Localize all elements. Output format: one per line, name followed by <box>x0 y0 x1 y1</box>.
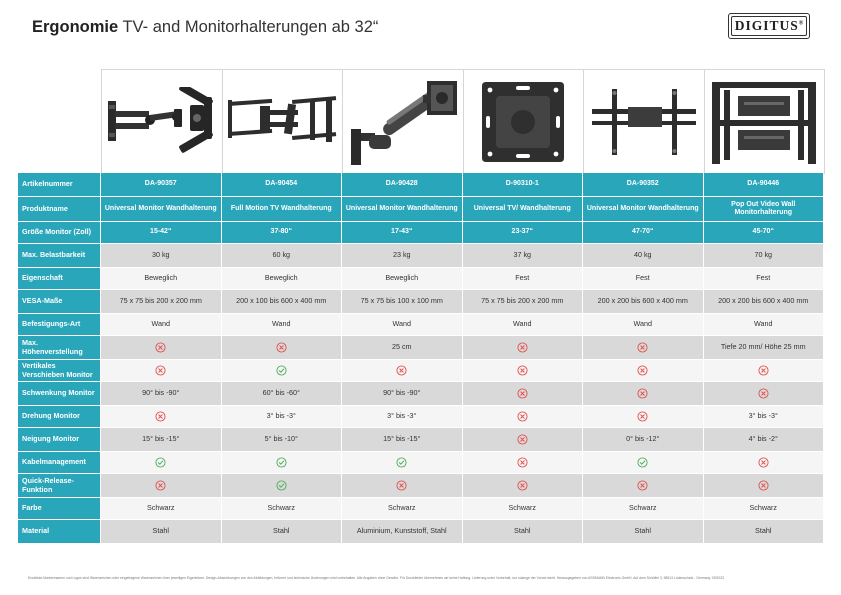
table-cell: Fest <box>463 268 584 290</box>
table-cell: Tiefe 20 mm/ Höhe 25 mm <box>704 336 825 360</box>
feature-no-cell <box>101 474 222 498</box>
feature-no-cell <box>463 336 584 360</box>
table-cell: 0° bis -12° <box>583 428 704 452</box>
table-cell: DA-90454 <box>222 173 343 197</box>
feature-yes-cell <box>222 360 343 382</box>
table-cell: 3° bis -3° <box>222 406 343 428</box>
table-cell: Wand <box>342 314 463 336</box>
row-label: Max. Belastbarkeit <box>18 244 101 268</box>
product-image-cell <box>342 70 463 174</box>
table-cell: Stahl <box>463 520 584 544</box>
cross-circle-icon <box>155 342 166 353</box>
table-cell: 37 kg <box>463 244 584 268</box>
feature-no-cell <box>463 382 584 406</box>
feature-no-cell <box>101 336 222 360</box>
check-circle-icon <box>276 480 287 491</box>
feature-no-cell <box>704 452 825 474</box>
feature-yes-cell <box>101 452 222 474</box>
table-row <box>18 520 824 544</box>
table-row <box>18 244 824 268</box>
table-cell: 25 cm <box>342 336 463 360</box>
logo-text: DIGITUS <box>734 18 799 33</box>
row-label: Größe Monitor (Zoll) <box>18 222 101 244</box>
cross-circle-icon <box>517 457 528 468</box>
feature-no-cell <box>342 474 463 498</box>
table-cell: Stahl <box>101 520 222 544</box>
title-bold: Ergonomie <box>32 18 119 36</box>
table-cell: 3° bis -3° <box>704 406 825 428</box>
cross-circle-icon <box>637 388 648 399</box>
table-row <box>18 222 824 244</box>
table-cell: 70 kg <box>704 244 825 268</box>
table-row <box>18 406 824 428</box>
row-label: Neigung Monitor <box>18 428 101 452</box>
logo-registered-mark: ® <box>798 20 804 27</box>
digitus-logo <box>728 13 810 39</box>
feature-yes-cell <box>583 452 704 474</box>
table-row <box>18 336 824 360</box>
table-cell: Aluminium, Kunststoff, Stahl <box>342 520 463 544</box>
row-label: Kabelmanagement <box>18 452 101 474</box>
check-circle-icon <box>155 457 166 468</box>
table-cell: 75 x 75 bis 100 x 100 mm <box>342 290 463 314</box>
cross-circle-icon <box>637 365 648 376</box>
cross-circle-icon <box>517 388 528 399</box>
table-cell: 60° bis -60° <box>222 382 343 406</box>
feature-no-cell <box>704 474 825 498</box>
table-cell: 200 x 200 bis 600 x 400 mm <box>704 290 825 314</box>
product-image-cell <box>704 70 825 174</box>
table-cell: DA-90428 <box>342 173 463 197</box>
table-cell: 23 kg <box>342 244 463 268</box>
feature-no-cell <box>101 406 222 428</box>
tilt-wall-mount-image <box>588 87 700 157</box>
table-cell: 200 x 100 bis 600 x 400 mm <box>222 290 343 314</box>
table-cell: 90° bis -90° <box>342 382 463 406</box>
gas-spring-arm-mount-image <box>347 73 459 171</box>
feature-no-cell <box>342 360 463 382</box>
product-image-cell <box>101 70 222 174</box>
cross-circle-icon <box>517 342 528 353</box>
row-label: VESA-Maße <box>18 290 101 314</box>
feature-no-cell <box>583 360 704 382</box>
table-row <box>18 498 824 520</box>
table-cell: Wand <box>583 314 704 336</box>
table-cell: 23-37“ <box>463 222 584 244</box>
cross-circle-icon <box>517 365 528 376</box>
table-cell: Schwarz <box>463 498 584 520</box>
feature-no-cell <box>463 406 584 428</box>
table-cell: 200 x 200 bis 600 x 400 mm <box>583 290 704 314</box>
table-cell: Wand <box>463 314 584 336</box>
row-label: Schwenkung Monitor <box>18 382 101 406</box>
table-cell: Beweglich <box>101 268 222 290</box>
table-cell: 75 x 75 bis 200 x 200 mm <box>101 290 222 314</box>
feature-no-cell <box>583 474 704 498</box>
feature-no-cell <box>704 360 825 382</box>
table-row <box>18 314 824 336</box>
table-cell: 15° bis -15° <box>342 428 463 452</box>
cross-circle-icon <box>637 480 648 491</box>
table-cell: Universal TV/ Wandhalterung <box>463 197 584 222</box>
cross-circle-icon <box>155 411 166 422</box>
footer-disclaimer: Erwähnte Markennamen und Logos sind Warenzeichen oder eingetragene Warenzeichen ihrer jeweiligen Eigentümer. Design-Abweichungen von den Abbildungen, Irrtümer und technische Änderungen sind vorbehalten. Alle Angaben ohne Gewähr. Für Druckfehler übernehmen wir keine Haftung. Lieferung unter Vorbehalt, nur solange der Vorrat reicht. Herausgegeben von ASSMANN Electronic GmbH, Auf dem Schüffel 3, 58513 Lüdenscheid - Germany, 09/2023 <box>28 576 725 580</box>
row-label: Material <box>18 520 101 544</box>
table-cell: Pop Out Video Wall Monitorhalterung <box>704 197 825 222</box>
row-label: Eigenschaft <box>18 268 101 290</box>
product-image-cell <box>583 70 704 174</box>
table-cell: Schwarz <box>583 498 704 520</box>
table-cell: DA-90446 <box>704 173 825 197</box>
table-cell: 45-70“ <box>704 222 825 244</box>
feature-no-cell <box>463 474 584 498</box>
cross-circle-icon <box>758 365 769 376</box>
table-cell: 90° bis -90° <box>101 382 222 406</box>
table-cell: Full Motion TV Wandhalterung <box>222 197 343 222</box>
cross-circle-icon <box>637 342 648 353</box>
row-label: Vertikales Verschieben Monitor <box>18 360 101 382</box>
table-row <box>18 197 824 222</box>
table-cell: 40 kg <box>583 244 704 268</box>
cross-circle-icon <box>517 434 528 445</box>
cross-circle-icon <box>637 411 648 422</box>
table-row <box>18 360 824 382</box>
product-image-cell <box>222 70 343 174</box>
table-cell: Fest <box>583 268 704 290</box>
cross-circle-icon <box>155 365 166 376</box>
cross-circle-icon <box>517 411 528 422</box>
feature-no-cell <box>583 382 704 406</box>
table-row <box>18 268 824 290</box>
product-images <box>101 69 825 174</box>
table-cell: Beweglich <box>222 268 343 290</box>
table-cell: Universal Monitor Wandhalterung <box>583 197 704 222</box>
cross-circle-icon <box>396 365 407 376</box>
table-cell: Stahl <box>222 520 343 544</box>
table-cell: Fest <box>704 268 825 290</box>
table-cell: 30 kg <box>101 244 222 268</box>
table-cell: Schwarz <box>101 498 222 520</box>
table-cell: Universal Monitor Wandhalterung <box>342 197 463 222</box>
table-cell: Stahl <box>704 520 825 544</box>
row-label: Quick-Release-Funktion <box>18 474 101 498</box>
comparison-table-body <box>18 173 824 544</box>
check-circle-icon <box>276 457 287 468</box>
page-title <box>32 18 378 37</box>
table-cell: Wand <box>101 314 222 336</box>
feature-no-cell <box>222 336 343 360</box>
fixed-vesa-plate-mount-image <box>478 78 568 166</box>
table-row <box>18 452 824 474</box>
cross-circle-icon <box>758 480 769 491</box>
tilting-arm-mount-image <box>106 87 218 157</box>
table-cell: 15-42“ <box>101 222 222 244</box>
table-cell: 60 kg <box>222 244 343 268</box>
cross-circle-icon <box>276 342 287 353</box>
table-row <box>18 474 824 498</box>
feature-no-cell <box>463 452 584 474</box>
table-cell: 75 x 75 bis 200 x 200 mm <box>463 290 584 314</box>
row-label: Befestigungs-Art <box>18 314 101 336</box>
cross-circle-icon <box>517 480 528 491</box>
feature-yes-cell <box>342 452 463 474</box>
row-label: Max. Höhenverstellung <box>18 336 101 360</box>
feature-no-cell <box>583 406 704 428</box>
row-label: Produktname <box>18 197 101 222</box>
table-cell: 37-80“ <box>222 222 343 244</box>
check-circle-icon <box>396 457 407 468</box>
comparison-table <box>18 173 824 544</box>
feature-no-cell <box>704 382 825 406</box>
cross-circle-icon <box>758 457 769 468</box>
table-cell: DA-90352 <box>583 173 704 197</box>
cross-circle-icon <box>396 480 407 491</box>
feature-yes-cell <box>222 474 343 498</box>
feature-no-cell <box>583 336 704 360</box>
pop-out-video-wall-mount-image <box>708 76 820 168</box>
feature-no-cell <box>101 360 222 382</box>
table-cell: Schwarz <box>342 498 463 520</box>
table-row <box>18 290 824 314</box>
product-image-cell <box>463 70 584 174</box>
table-cell: Wand <box>704 314 825 336</box>
row-label: Artikelnummer <box>18 173 101 197</box>
row-label: Farbe <box>18 498 101 520</box>
row-label: Drehung Monitor <box>18 406 101 428</box>
table-cell: 4° bis -2° <box>704 428 825 452</box>
table-row <box>18 173 824 197</box>
table-cell: 15° bis -15° <box>101 428 222 452</box>
table-cell: D-90310-1 <box>463 173 584 197</box>
table-cell: 17-43“ <box>342 222 463 244</box>
table-cell: Beweglich <box>342 268 463 290</box>
feature-no-cell <box>463 360 584 382</box>
table-cell: DA-90357 <box>101 173 222 197</box>
table-cell: Universal Monitor Wandhalterung <box>101 197 222 222</box>
table-row <box>18 428 824 452</box>
check-circle-icon <box>276 365 287 376</box>
cross-circle-icon <box>758 388 769 399</box>
table-cell: 47-70“ <box>583 222 704 244</box>
table-cell: Wand <box>222 314 343 336</box>
table-row <box>18 382 824 406</box>
check-circle-icon <box>637 457 648 468</box>
table-cell: Schwarz <box>222 498 343 520</box>
table-cell: Stahl <box>583 520 704 544</box>
feature-no-cell <box>463 428 584 452</box>
table-cell: 3° bis -3° <box>342 406 463 428</box>
table-cell: Schwarz <box>704 498 825 520</box>
feature-yes-cell <box>222 452 343 474</box>
cross-circle-icon <box>155 480 166 491</box>
double-arm-full-motion-mount-image <box>226 96 338 148</box>
title-rest: TV- and Monitorhalterungen ab 32“ <box>118 18 379 36</box>
table-cell: 5° bis -10° <box>222 428 343 452</box>
